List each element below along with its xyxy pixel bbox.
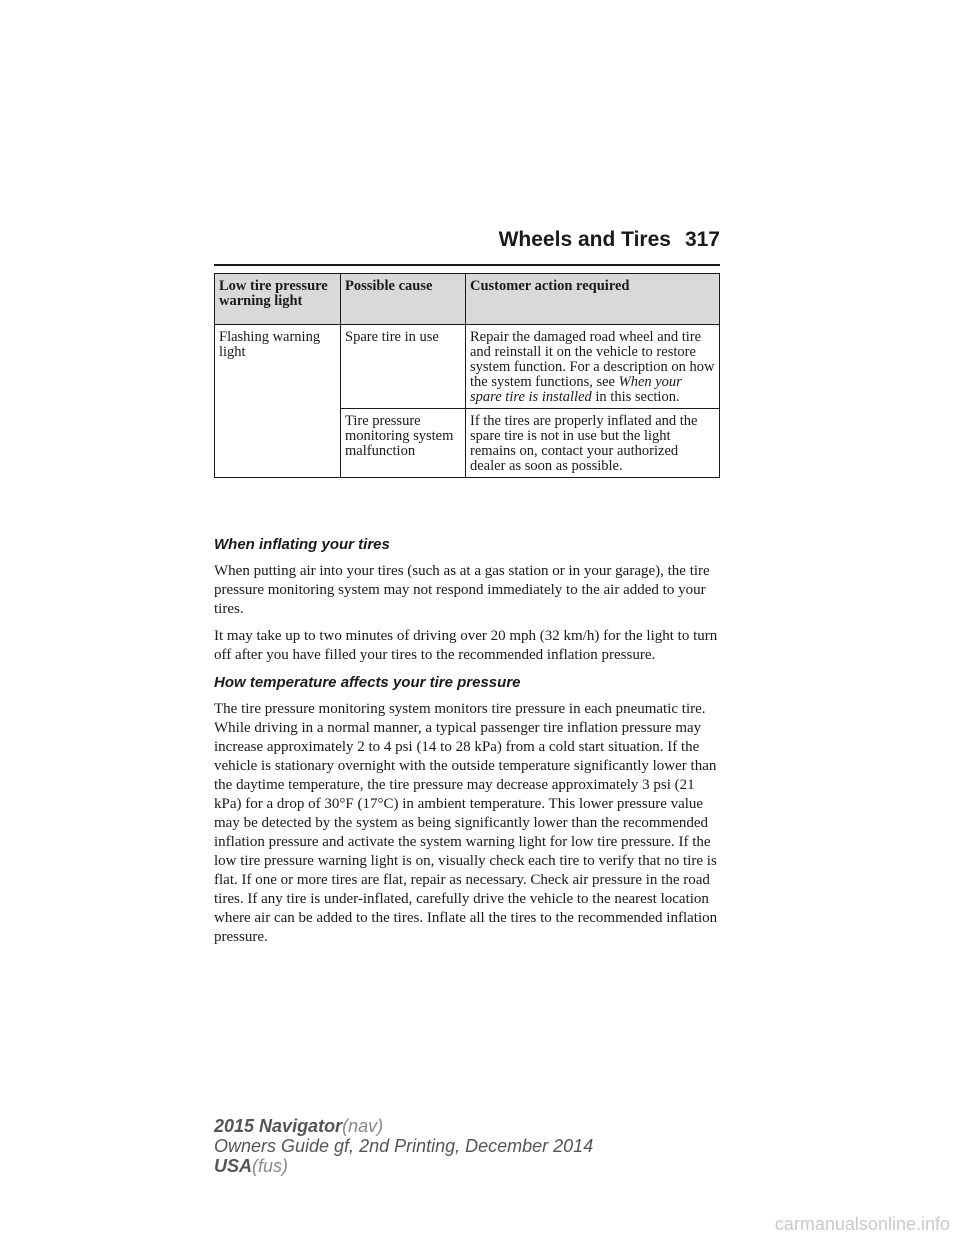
paragraph: The tire pressure monitoring system monitors tire pressure in each pneumatic tire. While driving in a normal manner, a typical passenger tire inflation pressure may increase approximately 2 to 4 psi (14 to 28 kPa) from a cold start situation. If the vehicle is stationary overnight with the outside temperature significantly lower than the daytime temperature, the tire pressure may decrease approximately 3 psi (21 kPa) for a drop of 30°F (17°C) in ambient temperature. This lower pressure value may be detected by the system as being significantly lower than the recommended inflation pressure and activate the system warning light for low tire pressure. If the low tire pressure warning light is on, visually check each tire to verify that no tire is flat. If one or more tires are flat, repair as necessary. Check air pressure in the road tires. If any tire is under-inflated, carefully drive the vehicle to the nearest location where air can be added to the tires. Inflate all the tires to the recommended inflation pressure.: [214, 701, 718, 945]
footer-line: [214, 1116, 593, 1136]
footer-region-code: (fus): [252, 1156, 289, 1176]
cross-reference-link[interactable]: When your spare tire is installed: [470, 374, 682, 405]
header-possible-cause: Possible cause: [341, 274, 466, 325]
watermark: carmanualsonline.info: [774, 1214, 950, 1234]
cell-cause: Spare tire in use: [341, 325, 466, 409]
footer-region: USA: [214, 1156, 253, 1176]
action-text-end: in this section.: [595, 389, 680, 405]
page-header: [214, 228, 720, 264]
footer-model: 2015 Navigator: [214, 1116, 343, 1136]
action-text: Repair the damaged road wheel and tire and reinstall it on the vehicle to restore system function. For a description on how the system functions, see: [470, 329, 715, 390]
warning-light-table: [214, 273, 720, 478]
cell-warning-light: Flashing warning light: [215, 325, 341, 478]
footer-model-code: (nav): [342, 1116, 384, 1136]
header-divider: [214, 264, 720, 266]
cell-action: [466, 325, 720, 409]
section-heading-temperature: How temperature affects your tire pressure: [214, 674, 521, 691]
cell-cause: Tire pressure monitoring system malfunction: [341, 409, 466, 478]
document-footer: [214, 1116, 593, 1176]
page-title: Wheels and Tires: [498, 228, 671, 251]
page-number: 317: [684, 228, 720, 251]
section-heading-inflating: When inflating your tires: [214, 536, 390, 553]
paragraph: When putting air into your tires (such as at a gas station or in your garage), the tire pressure monitoring system may not respond immediately to the air added to your tires.: [214, 563, 710, 617]
footer-line: [214, 1156, 593, 1176]
table-row: [215, 325, 720, 409]
header-customer-action: Customer action required: [466, 274, 720, 325]
body-content: [214, 535, 724, 955]
cell-action: If the tires are properly inflated and the spare tire is not in use but the light remains on, contact your authorized dealer as soon as possible.: [466, 409, 720, 478]
header-warning-light: Low tire pressure warning light: [215, 274, 341, 325]
footer-line: Owners Guide gf, 2nd Printing, December 2014: [214, 1136, 594, 1156]
paragraph: It may take up to two minutes of driving over 20 mph (32 km/h) for the light to turn off after you have filled your tires to the recommended inflation pressure.: [214, 628, 718, 663]
table-header-row: [215, 274, 720, 325]
